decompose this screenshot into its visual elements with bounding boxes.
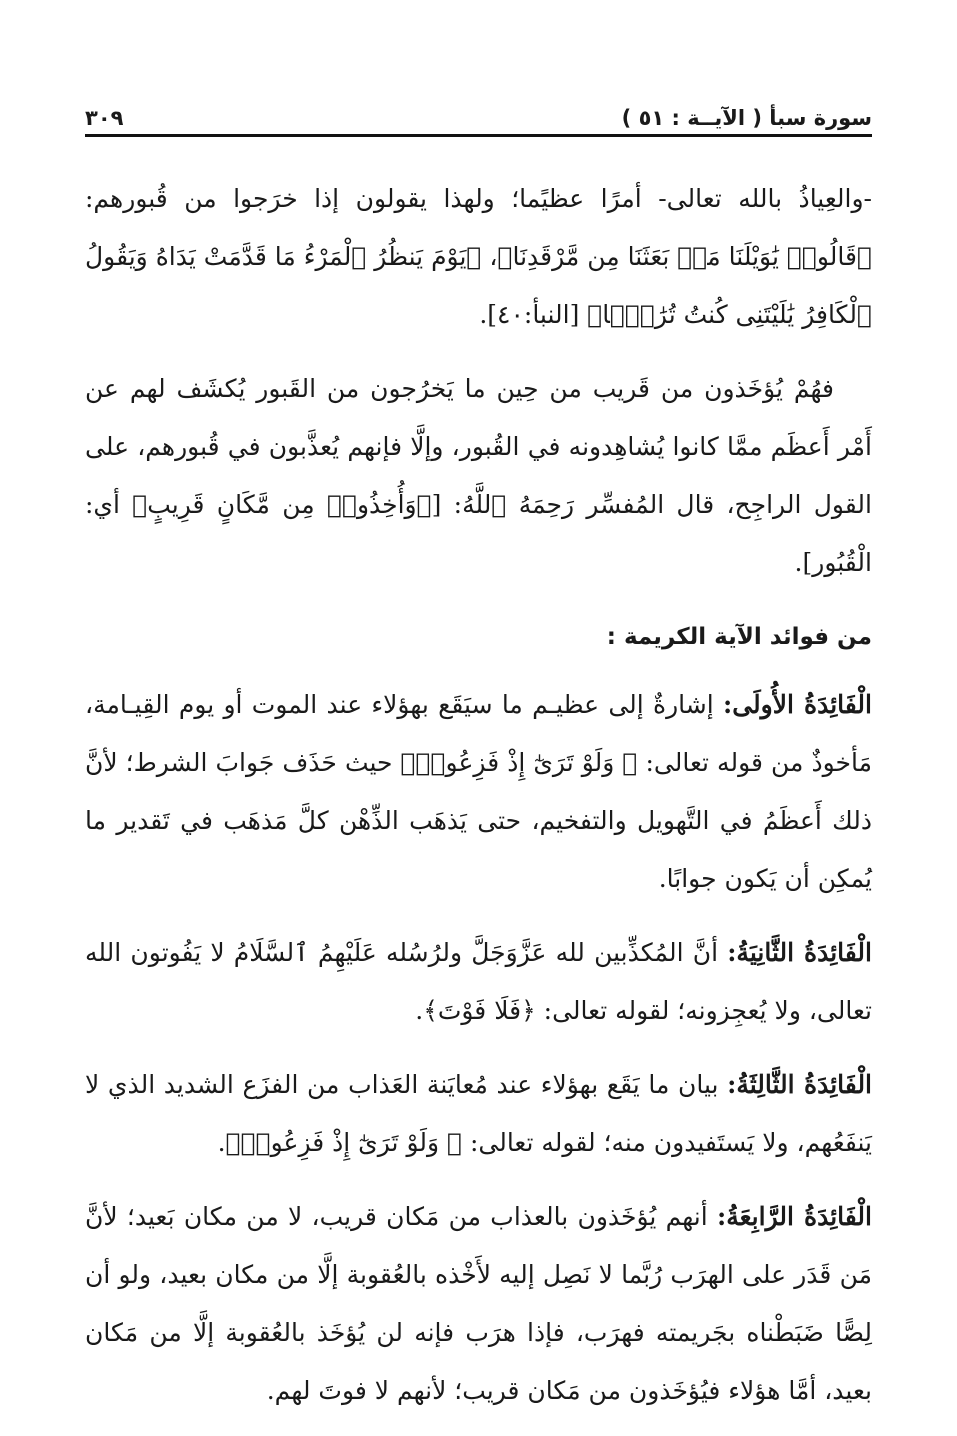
page-header xyxy=(85,96,872,137)
paragraph-explanation: فهُمْ يُؤخَذون من قَريب من حِين ما يَخرُجون من القَبور يُكشَف لهم عن أَمْر أَعظَم ممَّا كانوا يُشاهِدونه في القُبور، وإلَّا فإنهم يُعذَّبون في قُبورهم، على القول الراجِح، قال المُفسِّر رَحِمَهُ ٱللَّهُ: [﴿وَأُخِذُوا۟ مِن مَّكَانٍ قَرِيبٍ﴾ أي: الْقُبُور]. xyxy=(85,374,872,577)
benefit-3 xyxy=(85,1056,872,1172)
benefit-2-text: أنَّ المُكذِّبين لله عَزَّوَجَلَّ ولرُسُله عَلَيْهِمُ ٱلسَّلَامُ لا يَفُوتون الله تعالى، ولا يُعجِزونه؛ لقوله تعالى: ﴿فَلَا فَوْتَ﴾. xyxy=(85,938,872,1025)
benefit-3-text: بيان ما يَقَع بهؤلاء عند مُعايَنة العَذاب من الفزَع الشديد الذي لا يَنفَعُهم، ولا يَستَفيدون منه؛ لقوله تعالى: ﴿ وَلَوْ تَرَىٰٓ إِذْ فَزِعُوا۟﴾. xyxy=(85,1070,872,1157)
benefit-2 xyxy=(85,924,872,1040)
benefit-1-text: إشارةٌ إلى عظيـم ما سيَقَع بهؤلاء عند الموت أو يوم القِيـامة، مَأخوذٌ من قوله تعالى: ﴿ وَلَوْ تَرَىٰٓ إِذْ فَزِعُوا۟﴾ حيث حَذَف جَوابَ الشرط؛ لأنَّ ذلك أَعظَمُ في التَّهويل والتفخيم، حتى يَذهَب الذِّهْن كلَّ مَذهَب في تَقدير ما يُمكِن أن يَكون جوابًا. xyxy=(85,690,872,893)
benefit-4 xyxy=(85,1188,872,1420)
page-body xyxy=(85,170,872,1436)
benefit-4-text: أنهم يُؤخَذون بالعذاب من مَكان قريب، لا من مكان بَعيد؛ لأنَّ مَن قَدَر على الهرَب رُبَّما لا نَصِل إليه لأَخْذه بالعُقوبة إلَّا من مكان بعيد، ولو أن لِصًّا ضَبَطْناه بجَريمته فهرَب، فإذا هرَب فإنه لن يُؤخَذ بالعُقوبة إلَّا من مَكان بعيد، أمَّا هؤلاء فيُؤخَذون من مَكان قريب؛ لأنهم لا فوتَ لهم. xyxy=(85,1202,872,1405)
paragraph-intro: -والعِياذُ بالله تعالى- أمرًا عظيًما؛ ولهذا يقولون إذا خرَجوا من قُبورهم: ﴿قَالُوا۟ يَٰوَيْلَنَا مَنۢ بَعَثَنَا مِن مَّرْقَدِنَا﴾، ﴿يَوْمَ يَنظُرُ ٱلْمَرْءُ مَا قَدَّمَتْ يَدَاهُ وَيَقُولُ ٱلْكَافِرُ يَٰلَيْتَنِى كُنتُ تُرَٰبًۢا﴾ [النبأ:٤٠]. xyxy=(85,184,872,329)
surah-title: سورة سبأ ( الآيــة : ٥١ ) xyxy=(621,106,872,130)
benefit-4-label: الْفَائِدَةُ الرَّابِعَةُ: xyxy=(716,1202,872,1231)
benefit-1 xyxy=(85,676,872,908)
benefit-3-label: الْفَائِدَةُ الثَّالِثَةُ: xyxy=(727,1070,873,1099)
section-heading: من فوائد الآية الكريمة : xyxy=(606,624,872,650)
benefit-1-label: الْفَائِدَةُ الأُولَى: xyxy=(722,690,872,719)
benefit-2-label: الْفَائِدَةُ الثَّانِيَةُ: xyxy=(727,938,872,967)
page-number: ٣٠٩ xyxy=(85,106,124,130)
